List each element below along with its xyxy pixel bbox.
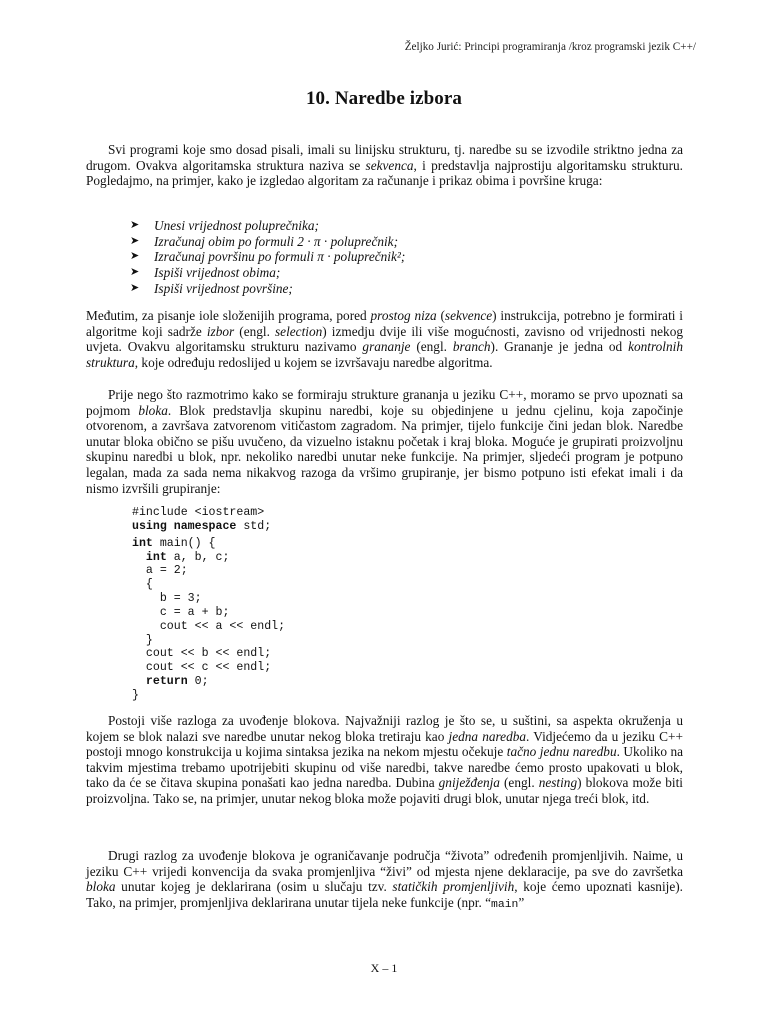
list-item: ➤ Izračunaj površinu po formuli π · poluprečnik²; <box>130 249 406 265</box>
code-line: b = 3; <box>159 592 202 606</box>
code-line: cout << a << endl; <box>159 619 286 633</box>
code-line: a = 2; <box>145 564 188 578</box>
code-line: int main() { <box>132 536 216 550</box>
code-line: } <box>132 688 139 702</box>
list-item: ➤ Unesi vrijednost poluprečnika; <box>130 218 319 233</box>
code-line: cout << b << endl; <box>145 647 272 661</box>
arrow-bullet-icon: ➤ <box>130 219 140 231</box>
arrow-bullet-icon: ➤ <box>130 250 140 263</box>
code-line: cout << c << endl; <box>145 661 272 675</box>
paragraph-selection: Međutim, za pisanje iole složenijih programa, pored prostog niza (sekvence) instrukcija, potrebno je formirati i algoritme koji sadrže izbor (engl. selection) izmedju dvije ili više mogućnosti, zavisno od vrijednosti nekog uvjeta. Ovakvu algoritamsku strukturu nazivamo grananje (engl. branch). Grananje je jedna od kontrolnih struktura, koje određuju redoslijed u kojem se izvršavaju naredbe algoritma. <box>86 308 683 370</box>
paragraph-reasons: Postoji više razloga za uvođenje blokova. Najvažniji razlog je što se, u suštini, sa aspekta okruženja u kojem se blok nalazi sve naredbe unutar nekog bloka tretiraju kao jedna naredba. Vidjećemo da u jeziku C++ postoji mnogo konstrukcija u kojima sintaksa jezika na nekom mjestu očekuje tačno jednu naredbu. Ukoliko na takvim mjestima trebamo upotrijebiti skupinu od više naredbi, takve naredbe ćemo prosto upakovati u blok, tako da će se čitava skupina ponašati kao jedna naredba. Dubina gniježđenja (engl. nesting) blokova može biti proizvoljna. Tako se, na primjer, unutar nekog bloka može pojaviti drugi blok, unutar njega treći blok, itd. <box>86 713 684 806</box>
arrow-bullet-icon: ➤ <box>130 266 140 279</box>
paragraph-intro: Svi programi koje smo dosad pisali, imali su linijsku strukturu, tj. naredbe su se izvodile striktno jedna za drugom. Ovakva algoritamska struktura naziva se sekvenca, i predstavlja najprostiju algoritamsku strukturu. Pogledajmo, na primjer, kako je izgledao algoritam za računanje i prikaz obima i površine kruga: <box>86 142 683 189</box>
running-header: Željko Jurić: Principi programiranja /kroz programski jezik C++/ <box>404 41 696 53</box>
list-item: ➤ Izračunaj obim po formuli 2 · π · poluprečnik; <box>130 233 399 249</box>
chapter-title: 10. Naredbe izbora <box>305 88 463 109</box>
arrow-bullet-icon: ➤ <box>130 234 140 247</box>
code-line: { <box>145 578 153 592</box>
page-number: X – 1 <box>370 961 398 975</box>
list-item: ➤ Ispiši vrijednost obima; <box>130 265 281 281</box>
code-line: using namespace std; <box>132 519 272 533</box>
paragraph-blocks: Prije nego što razmotrimo kako se formiraju strukture grananja u jeziku C++, moramo se prvo upoznati sa pojmom bloka. Blok predstavlja skupinu naredbi, koje su objedinjene u jednu cjelinu, koja započinje otvorenom, a završava zatvorenom vitičastom zagradom. Na primjer, tijelo funkcije čini jedan blok. Naredbe unutar bloka obično se pišu uvučeno, da vizuelno istaknu početak i kraj bloka. Moguće je grupirati proizvoljnu skupinu naredbi u blok, npr. nekoliko naredbi unutar neke funkcije. Na primjer, sljedeći program je potpuno legalan, mada za sada nema nikakvog razoga da vršimo grupiranje, jer bismo potpuno isti efekat imali i da nismo izvršili grupiranje: <box>86 387 683 496</box>
code-line: } <box>145 633 153 647</box>
paragraph-scope: Drugi razlog za uvođenje blokova je ograničavanje područja “života” određenih promjenljivih. Naime, u jeziku C++ vrijedi konvencija da svaka promjenljiva “živi” od mjesta njene deklaracije, pa sve do završetka bloka unutar kojeg je deklarirana (osim u slučaju tzv. statičkih promjenljivih, koje ćemo upoznati kasnije). Tako, na primjer, promjenljiva deklarirana unutar tijela neke funkcije (npr. “main” <box>86 848 683 911</box>
code-line: c = a + b; <box>159 605 230 619</box>
code-listing <box>132 506 285 703</box>
code-line: int a, b, c; <box>145 550 230 564</box>
list-item: ➤ Ispiši vrijednost površine; <box>130 280 293 296</box>
arrow-bullet-icon: ➤ <box>130 281 140 294</box>
code-line: return 0; <box>145 675 209 689</box>
code-line: #include <iostream> <box>132 506 265 519</box>
algorithm-list <box>130 218 690 297</box>
